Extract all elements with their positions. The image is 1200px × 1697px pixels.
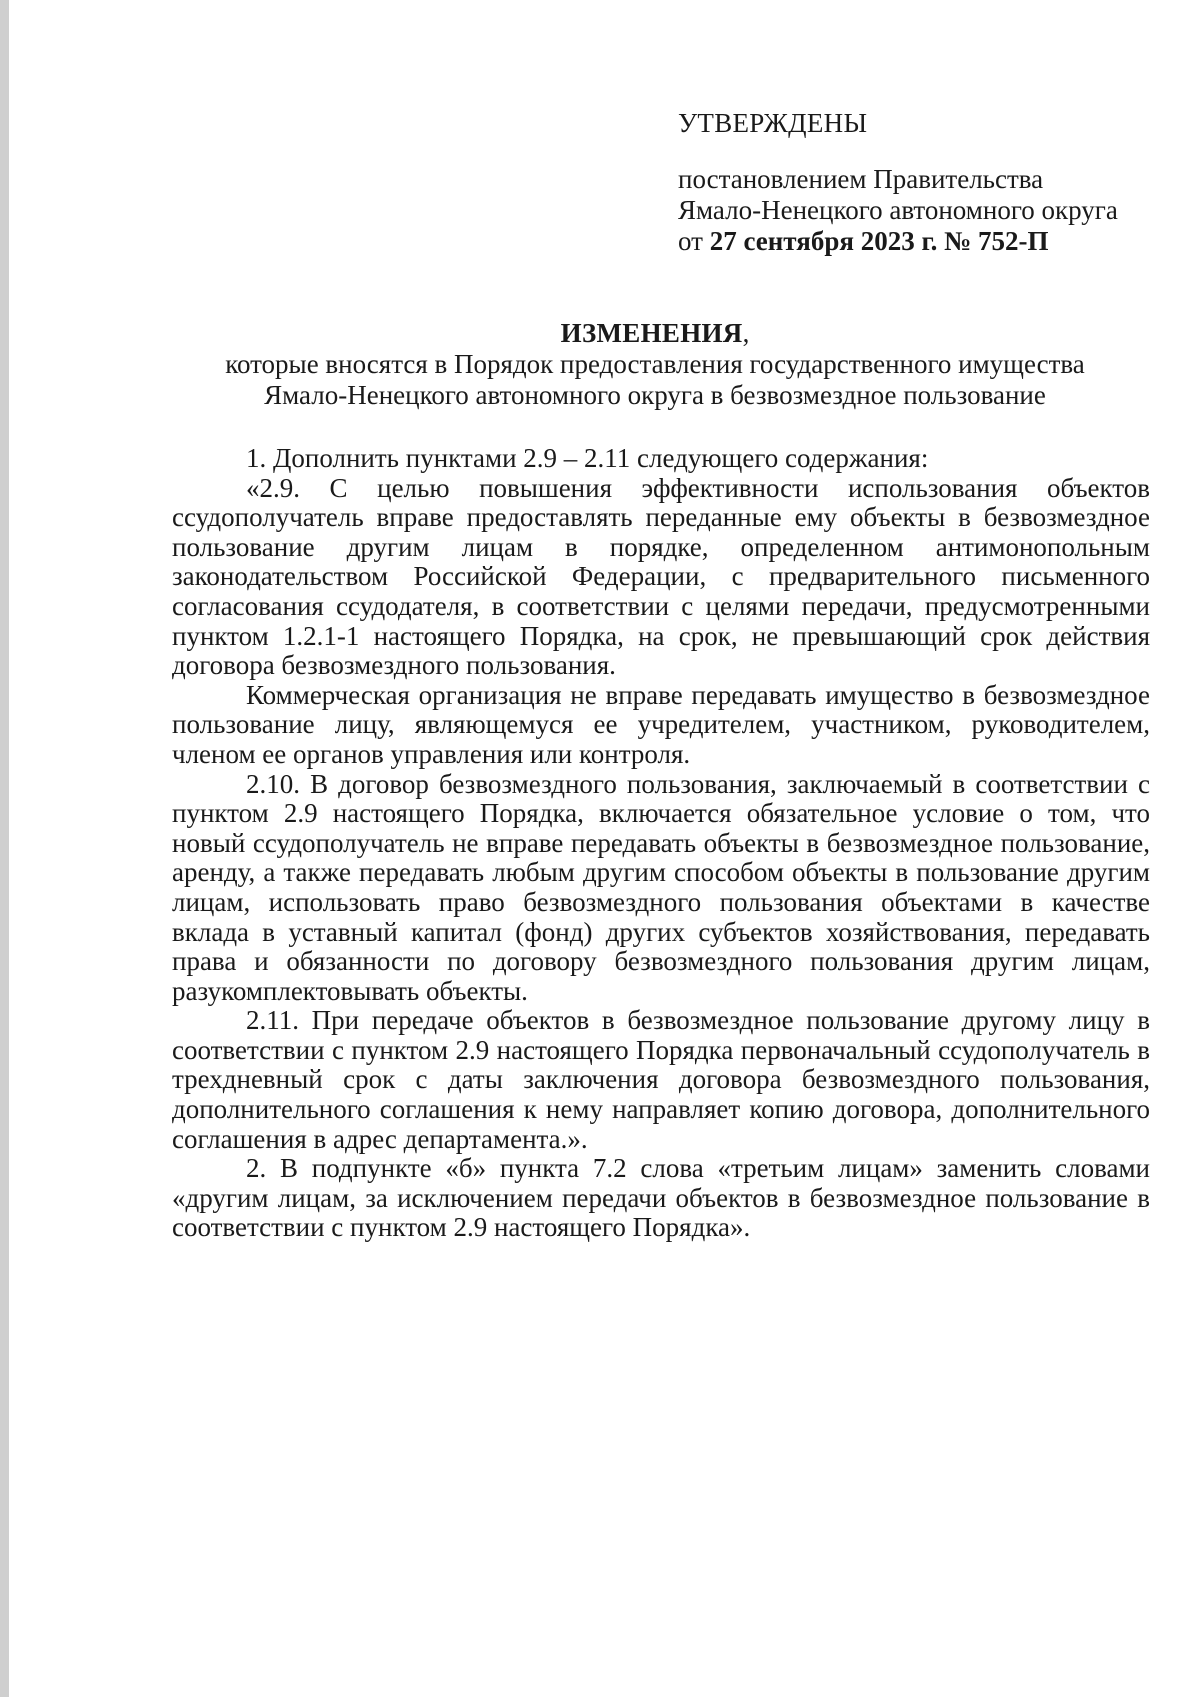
approval-line-2: Ямало-Ненецкого автономного округа (678, 195, 1118, 225)
document-body (172, 444, 1150, 1243)
paragraph-1: 1. Дополнить пунктами 2.9 – 2.11 следующего содержания: (246, 443, 929, 473)
approval-line-1: постановлением Правительства (678, 164, 1044, 194)
approval-number: № 752-П (937, 226, 1049, 256)
approval-block (678, 108, 1178, 257)
paragraph-2: «2.9. С целью повышения эффективности использования объектов ссудополучатель вправе предоставлять переданные ему объекты в безвозмездное пользование другим лицам в порядке, определенном антимонопольным законодательством Российской Федерации, с предварительного письменного согласования ссудодателя, в соответствии с целями передачи, предусмотренными пунктом 1.2.1-1 настоящего Порядка, на срок, не превышающий срок действия договора безвозмездного пользования. (172, 472, 1150, 681)
paragraph-5: 2.11. При передаче объектов в безвозмездное пользование другому лицу в соответствии с пунктом 2.9 настоящего Порядка первоначальный ссудополучатель в трехдневный срок с даты заключения договора безвозмездного пользования, дополнительного соглашения к нему направляет копию договора, дополнительного соглашения в адрес департамента.». (172, 1005, 1150, 1154)
approval-title: УТВЕРЖДЕНЫ (678, 108, 868, 138)
document-title-suffix: , (742, 318, 750, 348)
paragraph-3: Коммерческая организация не вправе передавать имущество в безвозмездное пользование лицу, являющемуся ее учредителем, участником, руководителем, членом ее органов управления или контроля. (172, 679, 1150, 769)
document-heading (160, 318, 1150, 411)
document-subtitle-line-2: Ямало-Ненецкого автономного округа в безвозмездное пользование (264, 380, 1046, 410)
approval-date-prefix: от (678, 226, 710, 256)
document-title: ИЗМЕНЕНИЯ (560, 318, 743, 348)
paragraph-4: 2.10. В договор безвозмездного пользования, заключаемый в соответствии с пунктом 2.9 настоящего Порядка, включается обязательное условие о том, что новый ссудополучатель не вправе передавать объекты в безвозмездное пользование, аренду, а также передавать любым другим способом объекты в пользование другим лицам, использовать право безвозмездного пользования объектами в качестве вклада в уставный капитал (фонд) других субъектов хозяйствования, передавать права и обязанности по договору безвозмездного пользования другим лицам, разукомплектовывать объекты. (172, 768, 1150, 1006)
document-title-line (160, 318, 1150, 349)
approval-date: 27 сентября 2023 г. (709, 226, 938, 256)
scan-edge (0, 0, 9, 1697)
paragraph-6: 2. В подпункте «б» пункта 7.2 слова «третьим лицам» заменить словами «другим лицам, за исключением передачи объектов в безвозмездное пользование в соответствии с пунктом 2.9 настоящего Порядка». (172, 1153, 1150, 1243)
approval-date-line (678, 226, 1178, 257)
document-subtitle-line-1: которые вносятся в Порядок предоставления государственного имущества (225, 349, 1085, 379)
